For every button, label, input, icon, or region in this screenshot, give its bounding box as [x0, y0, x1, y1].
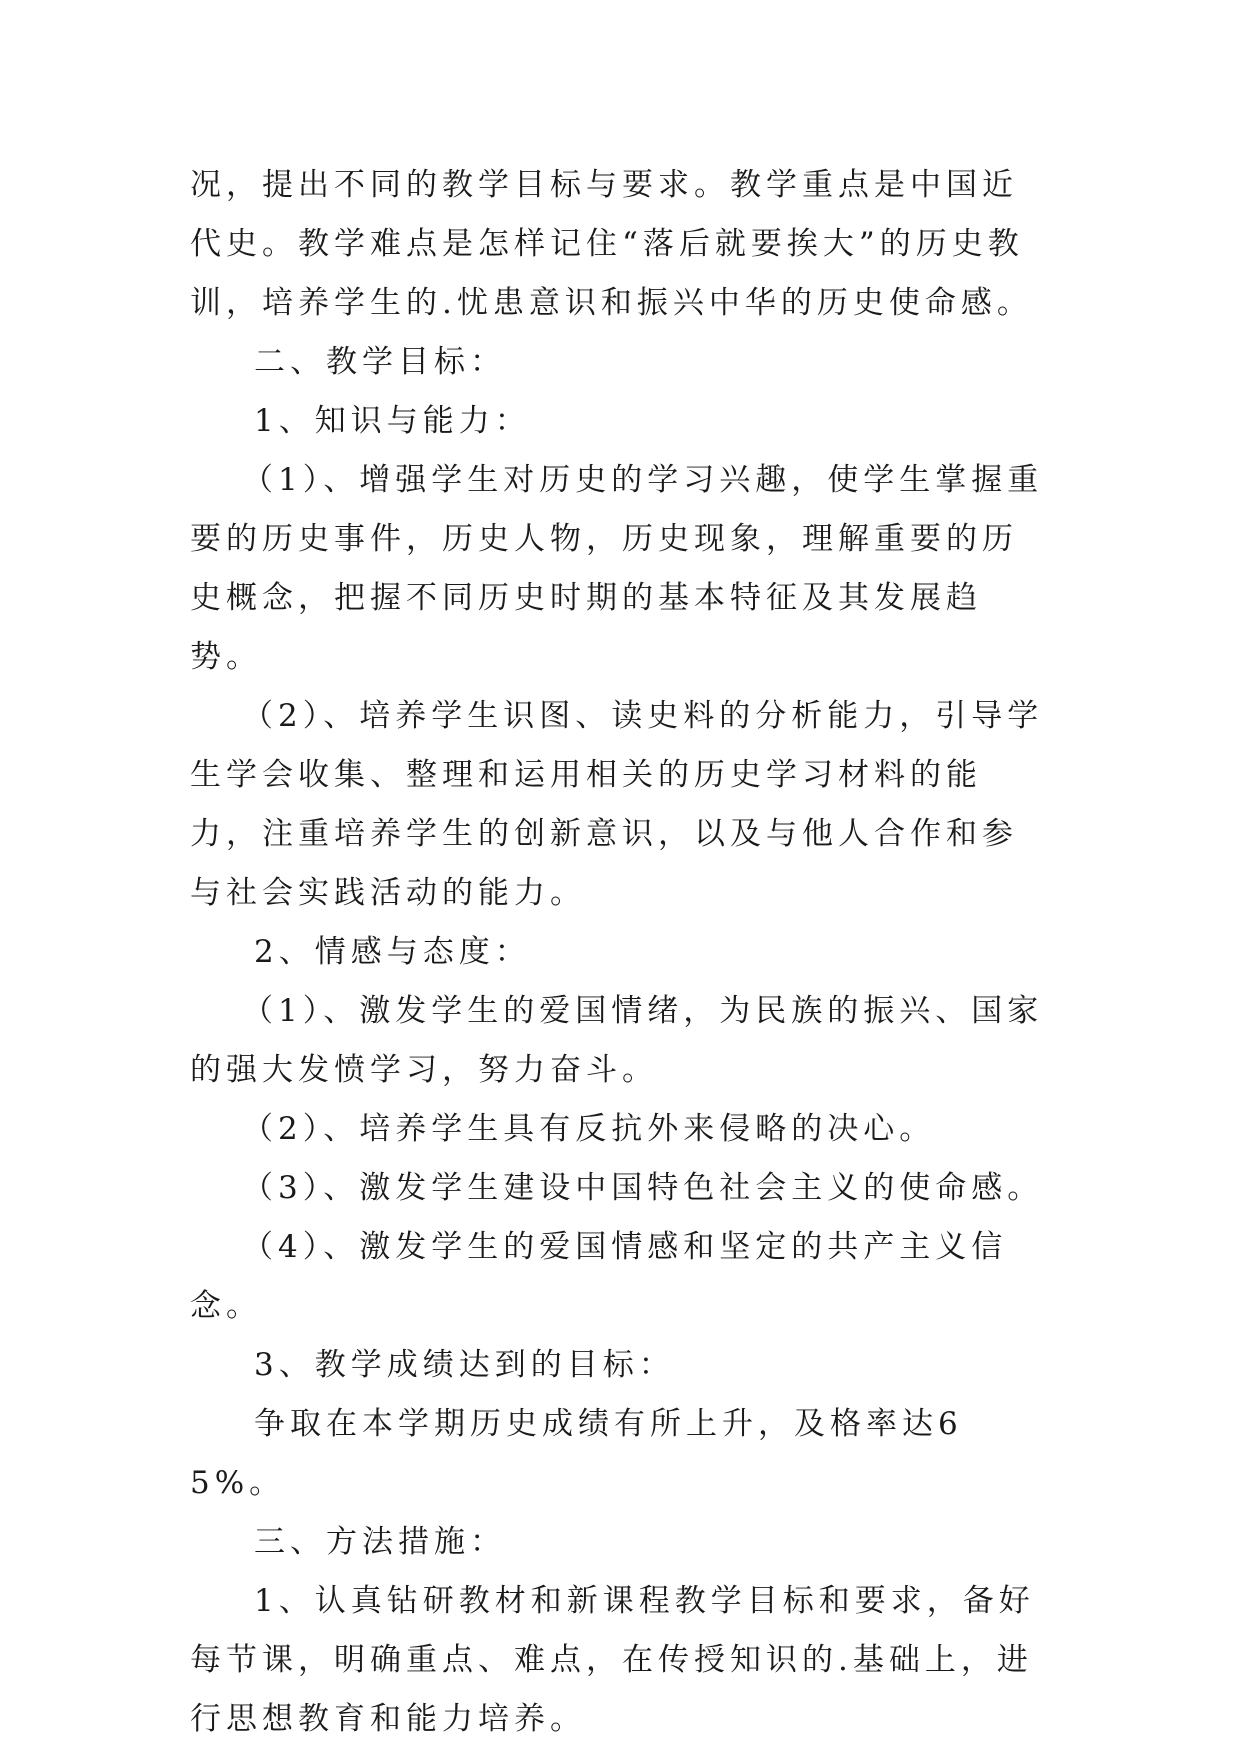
paragraph-knowledge-2: （2）、培养学生识图、读史料的分析能力，引导学生学会收集、整理和运用相关的历史学习材料的能力，注重培养学生的创新意识，以及与他人合作和参与社会实践活动的能力。 — [190, 698, 1044, 911]
paragraph-emotion-4: （4）、激发学生的爱国情感和坚定的共产主义信念。 — [190, 1229, 1008, 1324]
subheading-emotion-attitude: 2、情感与态度： — [254, 934, 531, 970]
paragraph-emotion-1: （1）、激发学生的爱国情绪，为民族的振兴、国家的强大发愤学习，努力奋斗。 — [190, 993, 1044, 1088]
document-body — [190, 156, 1050, 1749]
paragraph-knowledge-1: （1）、增强学生对历史的学习兴趣，使学生掌握重要的历史事件，历史人物，历史现象，理解重要的历史概念，把握不同历史时期的基本特征及其发展趋势。 — [190, 462, 1044, 675]
paragraph-emotion-2: （2）、培养学生具有反抗外来侵略的决心。 — [242, 1111, 936, 1147]
paragraph-emotion-3: （3）、激发学生建设中国特色社会主义的使命感。 — [242, 1170, 1044, 1206]
heading-methods: 三、方法措施： — [254, 1524, 506, 1560]
paragraph-score-goal: 争取在本学期历史成绩有所上升，及格率达65%。 — [190, 1406, 963, 1501]
heading-teaching-goals: 二、教学目标： — [254, 344, 506, 380]
subheading-score-goal: 3、教学成绩达到的目标： — [254, 1347, 675, 1383]
subheading-knowledge-ability: 1、知识与能力： — [254, 403, 531, 439]
paragraph-intro: 况，提出不同的教学目标与要求。教学重点是中国近代史。教学难点是怎样记住“落后就要挨大”的历史教训，培养学生的.忧患意识和振兴中华的历史使命感。 — [190, 167, 1033, 321]
paragraph-method-1: 1、认真钻研教材和新课程教学目标和要求，备好每节课，明确重点、难点，在传授知识的.基础上，进行思想教育和能力培养。 — [190, 1583, 1035, 1737]
